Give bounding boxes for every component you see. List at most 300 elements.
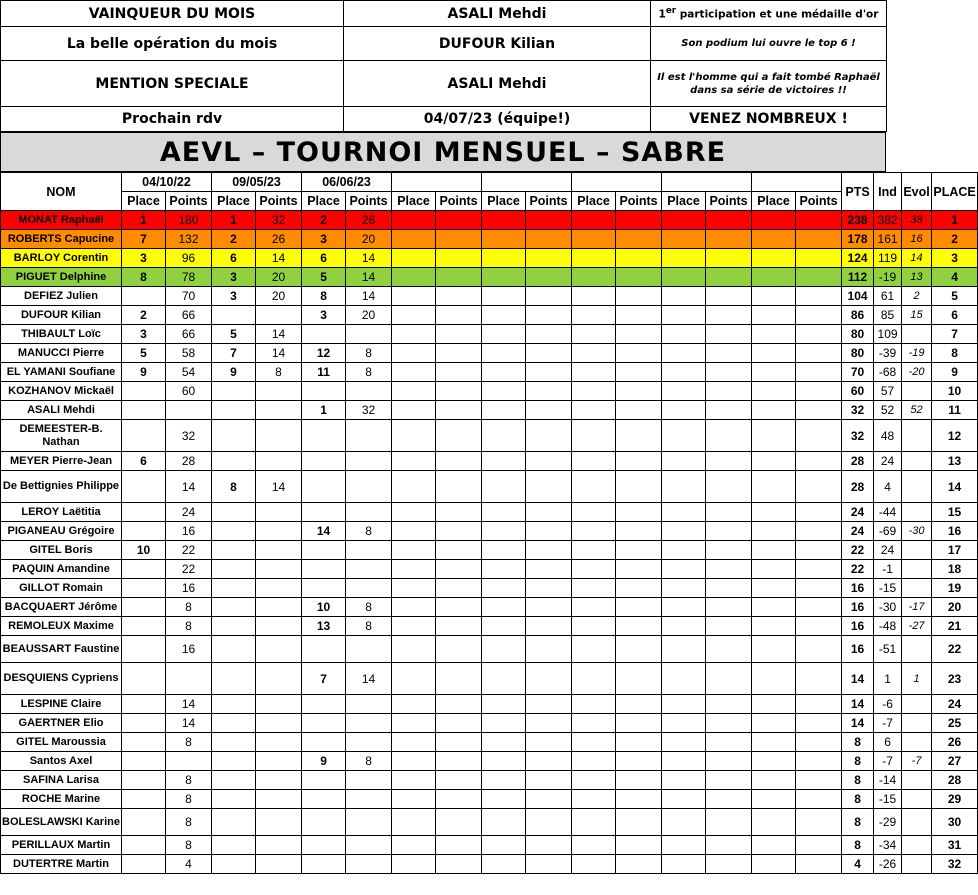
empty-cell [706, 230, 752, 249]
index-value: -6 [874, 695, 902, 714]
place-cell: 13 [302, 617, 346, 636]
index-value: -44 [874, 503, 902, 522]
place-cell [212, 771, 256, 790]
place-cell [212, 541, 256, 560]
empty-cell [752, 382, 796, 401]
empty-cell [392, 541, 436, 560]
final-rank: 16 [932, 522, 978, 541]
final-rank: 7 [932, 325, 978, 344]
empty-cell [482, 382, 526, 401]
header-points: Points [796, 192, 842, 211]
final-rank: 8 [932, 344, 978, 363]
empty-cell [706, 617, 752, 636]
place-cell [122, 771, 166, 790]
evolution-value: 16 [902, 230, 932, 249]
total-points: 8 [842, 771, 874, 790]
place-cell [302, 560, 346, 579]
points-cell [346, 695, 392, 714]
place-cell [122, 752, 166, 771]
place-cell [122, 836, 166, 855]
index-value: -1 [874, 560, 902, 579]
points-cell: 14 [346, 268, 392, 287]
table-row [1, 522, 978, 541]
evolution-value [902, 695, 932, 714]
place-cell [302, 714, 346, 733]
place-cell [122, 471, 166, 503]
points-cell [346, 733, 392, 752]
evolution-value: -17 [902, 598, 932, 617]
empty-cell [662, 522, 706, 541]
empty-cell [796, 771, 842, 790]
empty-cell [526, 306, 572, 325]
empty-cell [752, 598, 796, 617]
empty-cell [752, 541, 796, 560]
evolution-value [902, 541, 932, 560]
evolution-value [902, 790, 932, 809]
empty-cell [752, 268, 796, 287]
place-cell: 2 [212, 230, 256, 249]
empty-cell [392, 809, 436, 836]
empty-cell [392, 522, 436, 541]
empty-cell [662, 287, 706, 306]
points-cell: 78 [166, 268, 212, 287]
points-cell [256, 752, 302, 771]
table-row [1, 401, 978, 420]
empty-cell [706, 771, 752, 790]
total-points: 28 [842, 471, 874, 503]
empty-cell [436, 211, 482, 230]
header-place: Place [122, 192, 166, 211]
empty-cell [526, 401, 572, 420]
player-name: EL YAMANI Soufiane [1, 363, 122, 382]
final-rank: 9 [932, 363, 978, 382]
player-name: DUTERTRE Martin [1, 855, 122, 874]
banner-title: AEVL – TOURNOI MENSUEL – SABRE [1, 133, 886, 172]
place-cell [212, 382, 256, 401]
header-place: Place [572, 192, 616, 211]
points-cell: 20 [346, 230, 392, 249]
header-date: 09/05/23 [212, 173, 302, 192]
empty-cell [662, 855, 706, 874]
empty-cell [796, 471, 842, 503]
empty-cell [662, 325, 706, 344]
total-points: 178 [842, 230, 874, 249]
empty-cell [752, 714, 796, 733]
player-name: ASALI Mehdi [1, 401, 122, 420]
final-rank: 6 [932, 306, 978, 325]
empty-cell [526, 836, 572, 855]
index-value: 57 [874, 382, 902, 401]
empty-cell [392, 401, 436, 420]
points-cell: 8 [166, 836, 212, 855]
player-name: PIGANEAU Grégoire [1, 522, 122, 541]
table-row [1, 249, 978, 268]
final-rank: 20 [932, 598, 978, 617]
empty-cell [752, 560, 796, 579]
empty-cell [572, 344, 616, 363]
empty-cell [436, 752, 482, 771]
empty-cell [616, 733, 662, 752]
evolution-value [902, 771, 932, 790]
total-points: 14 [842, 663, 874, 695]
empty-cell [436, 855, 482, 874]
empty-cell [526, 230, 572, 249]
header-place: Place [212, 192, 256, 211]
empty-cell [392, 382, 436, 401]
empty-cell [616, 522, 662, 541]
total-points: 22 [842, 541, 874, 560]
place-cell [212, 503, 256, 522]
empty-cell [662, 344, 706, 363]
empty-cell [752, 663, 796, 695]
empty-cell [616, 790, 662, 809]
place-cell [212, 452, 256, 471]
table-row [1, 325, 978, 344]
empty-cell [526, 268, 572, 287]
empty-cell [526, 733, 572, 752]
points-cell: 8 [166, 598, 212, 617]
empty-cell [392, 560, 436, 579]
header-points: Points [346, 192, 392, 211]
empty-cell [752, 771, 796, 790]
empty-cell [796, 752, 842, 771]
player-name: MEYER Pierre-Jean [1, 452, 122, 471]
evolution-value [902, 325, 932, 344]
place-cell: 3 [212, 287, 256, 306]
header-place: Place [302, 192, 346, 211]
place-cell: 9 [122, 363, 166, 382]
empty-cell [616, 420, 662, 452]
empty-cell [616, 663, 662, 695]
place-cell [122, 790, 166, 809]
empty-cell [706, 420, 752, 452]
empty-cell [436, 230, 482, 249]
total-points: 28 [842, 452, 874, 471]
points-cell [256, 401, 302, 420]
place-cell: 10 [122, 541, 166, 560]
player-name: BOLESLAWSKI Karine [1, 809, 122, 836]
empty-cell [436, 663, 482, 695]
points-cell: 8 [166, 617, 212, 636]
place-cell [122, 598, 166, 617]
empty-cell [796, 663, 842, 695]
empty-cell [392, 230, 436, 249]
points-cell: 32 [346, 401, 392, 420]
player-name: BACQUAERT Jérôme [1, 598, 122, 617]
table-row [1, 541, 978, 560]
place-cell: 5 [302, 268, 346, 287]
place-cell [212, 733, 256, 752]
empty-cell [616, 617, 662, 636]
empty-cell [616, 560, 662, 579]
empty-cell [572, 617, 616, 636]
empty-cell [436, 268, 482, 287]
empty-cell [392, 663, 436, 695]
empty-cell [436, 617, 482, 636]
empty-cell [616, 363, 662, 382]
place-cell [302, 382, 346, 401]
empty-cell [706, 522, 752, 541]
empty-cell [796, 855, 842, 874]
points-cell [256, 855, 302, 874]
empty-cell [572, 695, 616, 714]
empty-cell [796, 714, 842, 733]
empty-cell [662, 363, 706, 382]
empty-cell [392, 752, 436, 771]
place-cell: 7 [212, 344, 256, 363]
index-value: 109 [874, 325, 902, 344]
evolution-value [902, 836, 932, 855]
empty-cell [482, 790, 526, 809]
place-cell [302, 790, 346, 809]
empty-cell [616, 714, 662, 733]
empty-cell [662, 790, 706, 809]
empty-cell [706, 636, 752, 663]
empty-cell [526, 579, 572, 598]
empty-cell [706, 503, 752, 522]
empty-cell [616, 855, 662, 874]
empty-cell [752, 752, 796, 771]
empty-cell [482, 344, 526, 363]
empty-cell [616, 579, 662, 598]
player-name: DESQUIENS Cypriens [1, 663, 122, 695]
evolution-value: 2 [902, 287, 932, 306]
empty-cell [752, 836, 796, 855]
empty-cell [436, 598, 482, 617]
points-cell [346, 325, 392, 344]
empty-cell [706, 382, 752, 401]
place-cell [302, 579, 346, 598]
empty-cell [752, 636, 796, 663]
empty-cell [706, 211, 752, 230]
empty-cell [392, 344, 436, 363]
player-name: PAQUIN Amandine [1, 560, 122, 579]
points-cell: 58 [166, 344, 212, 363]
total-points: 4 [842, 855, 874, 874]
empty-cell [616, 344, 662, 363]
empty-cell [616, 771, 662, 790]
info-note: 1er participation et une médaille d'or [651, 1, 887, 27]
empty-cell [662, 598, 706, 617]
place-cell [302, 771, 346, 790]
empty-cell [572, 249, 616, 268]
place-cell [212, 790, 256, 809]
empty-cell [752, 733, 796, 752]
empty-cell [572, 560, 616, 579]
player-name: De Bettignies Philippe [1, 471, 122, 503]
empty-cell [572, 471, 616, 503]
player-name: PIGUET Delphine [1, 268, 122, 287]
total-points: 80 [842, 344, 874, 363]
points-cell [256, 771, 302, 790]
empty-cell [526, 452, 572, 471]
points-cell: 66 [166, 325, 212, 344]
empty-cell [796, 598, 842, 617]
empty-cell [392, 714, 436, 733]
table-row [1, 306, 978, 325]
info-row [1, 27, 887, 61]
empty-cell [796, 268, 842, 287]
index-value: 161 [874, 230, 902, 249]
empty-cell [796, 382, 842, 401]
place-cell: 10 [302, 598, 346, 617]
place-cell: 9 [212, 363, 256, 382]
table-row [1, 471, 978, 503]
header-date: 06/06/23 [302, 173, 392, 192]
points-cell: 16 [166, 636, 212, 663]
place-cell [122, 522, 166, 541]
empty-cell [752, 471, 796, 503]
header-points: Points [256, 192, 302, 211]
final-rank: 12 [932, 420, 978, 452]
empty-cell [482, 230, 526, 249]
points-cell: 14 [256, 344, 302, 363]
info-label: VAINQUEUR DU MOIS [1, 1, 344, 27]
info-name: ASALI Mehdi [344, 1, 651, 27]
index-value: -7 [874, 752, 902, 771]
empty-cell [526, 636, 572, 663]
table-row [1, 452, 978, 471]
empty-cell [572, 579, 616, 598]
index-value: -30 [874, 598, 902, 617]
points-cell [256, 503, 302, 522]
empty-cell [392, 771, 436, 790]
empty-cell [392, 325, 436, 344]
empty-cell [796, 733, 842, 752]
empty-cell [616, 541, 662, 560]
header-place: Place [752, 192, 796, 211]
points-cell [256, 636, 302, 663]
table-row [1, 695, 978, 714]
empty-cell [706, 560, 752, 579]
empty-cell [436, 541, 482, 560]
player-name: DEFIEZ Julien [1, 287, 122, 306]
table-row [1, 420, 978, 452]
empty-cell [706, 598, 752, 617]
total-points: 8 [842, 733, 874, 752]
table-row [1, 268, 978, 287]
empty-cell [662, 579, 706, 598]
total-points: 80 [842, 325, 874, 344]
place-cell [122, 636, 166, 663]
empty-cell [526, 211, 572, 230]
place-cell [212, 401, 256, 420]
empty-cell [436, 836, 482, 855]
table-row [1, 617, 978, 636]
index-value: 24 [874, 452, 902, 471]
empty-cell [752, 579, 796, 598]
empty-cell [752, 211, 796, 230]
place-cell [212, 695, 256, 714]
empty-cell [706, 249, 752, 268]
points-cell: 8 [346, 522, 392, 541]
header-date: 04/10/22 [122, 173, 212, 192]
points-cell [256, 560, 302, 579]
player-name: ROBERTS Capucine [1, 230, 122, 249]
empty-cell [482, 401, 526, 420]
empty-cell [752, 230, 796, 249]
empty-cell [796, 617, 842, 636]
empty-cell [662, 382, 706, 401]
points-cell: 22 [166, 560, 212, 579]
empty-cell [526, 771, 572, 790]
total-points: 8 [842, 836, 874, 855]
empty-cell [572, 306, 616, 325]
empty-cell [482, 452, 526, 471]
evolution-value [902, 471, 932, 503]
final-rank: 5 [932, 287, 978, 306]
empty-cell [752, 344, 796, 363]
points-cell: 8 [346, 344, 392, 363]
header-points: Points [166, 192, 212, 211]
info-note: Il est l'homme qui a fait tombé Raphaël dans sa série de victoires !! [651, 61, 887, 107]
empty-cell [482, 836, 526, 855]
empty-cell [616, 230, 662, 249]
empty-cell [572, 636, 616, 663]
header-date [662, 173, 752, 192]
empty-cell [796, 695, 842, 714]
place-cell [212, 836, 256, 855]
empty-cell [526, 617, 572, 636]
empty-cell [796, 344, 842, 363]
empty-cell [482, 287, 526, 306]
empty-cell [392, 617, 436, 636]
place-cell [212, 714, 256, 733]
empty-cell [796, 363, 842, 382]
points-cell [256, 663, 302, 695]
index-value: 6 [874, 733, 902, 752]
empty-cell [706, 809, 752, 836]
empty-cell [392, 211, 436, 230]
empty-cell [752, 306, 796, 325]
index-value: 85 [874, 306, 902, 325]
place-cell [302, 855, 346, 874]
table-row [1, 790, 978, 809]
points-cell: 8 [166, 809, 212, 836]
empty-cell [662, 809, 706, 836]
empty-cell [796, 836, 842, 855]
place-cell [122, 663, 166, 695]
empty-cell [482, 522, 526, 541]
points-cell [346, 809, 392, 836]
empty-cell [796, 452, 842, 471]
place-cell [302, 471, 346, 503]
place-cell: 5 [122, 344, 166, 363]
empty-cell [752, 522, 796, 541]
place-cell: 5 [212, 325, 256, 344]
empty-cell [752, 401, 796, 420]
empty-cell [482, 663, 526, 695]
empty-cell [526, 363, 572, 382]
points-cell: 132 [166, 230, 212, 249]
player-name: Santos Axel [1, 752, 122, 771]
empty-cell [662, 636, 706, 663]
points-cell: 70 [166, 287, 212, 306]
table-row [1, 752, 978, 771]
empty-cell [616, 401, 662, 420]
evolution-value: 1 [902, 663, 932, 695]
empty-cell [662, 714, 706, 733]
place-cell [212, 420, 256, 452]
empty-cell [436, 809, 482, 836]
empty-cell [572, 663, 616, 695]
points-cell: 180 [166, 211, 212, 230]
place-cell [122, 503, 166, 522]
empty-cell [662, 733, 706, 752]
points-cell [346, 636, 392, 663]
empty-cell [392, 790, 436, 809]
points-cell: 14 [166, 471, 212, 503]
